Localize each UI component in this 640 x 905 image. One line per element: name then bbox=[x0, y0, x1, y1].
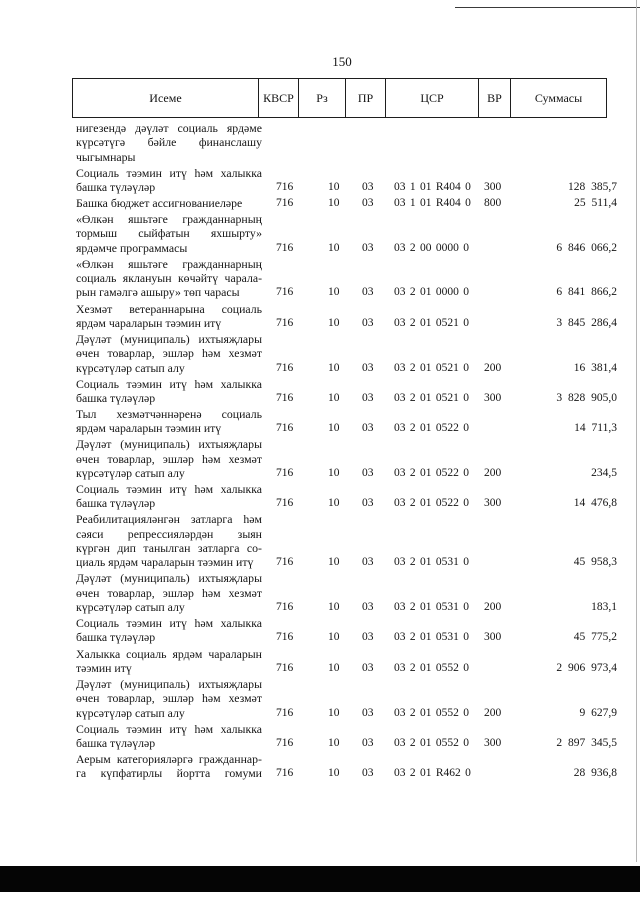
cell-sum: 3 828 905,0 bbox=[556, 391, 617, 404]
cell-kvsr: 716 bbox=[276, 391, 294, 404]
scan-artifact-bar bbox=[0, 866, 640, 892]
table-row bbox=[0, 677, 640, 720]
cell-rz: 10 bbox=[328, 467, 340, 479]
cell-rz: 10 bbox=[328, 661, 340, 674]
name-line: башка түләүләр bbox=[76, 390, 156, 405]
cell-rz: 10 bbox=[328, 391, 340, 404]
cell-rz: 10 bbox=[328, 422, 340, 435]
name-line: күрсәтүгә бәйле финанслашу bbox=[76, 135, 262, 150]
scan-artifact-line bbox=[455, 7, 640, 8]
name-line: циаль ярдәм чараларын тәэмин итү bbox=[76, 555, 254, 570]
cell-rz: 10 bbox=[328, 556, 340, 569]
name-line: Дәүләт (муниципаль) ихтыяҗлары bbox=[76, 437, 262, 452]
cell-csr: 03 2 01 R462 0 bbox=[394, 767, 471, 780]
cell-pr: 03 bbox=[362, 316, 374, 329]
cell-rz: 10 bbox=[328, 316, 340, 329]
cell-csr: 03 2 01 0552 0 bbox=[394, 661, 469, 674]
row-name bbox=[76, 571, 262, 614]
table-header bbox=[72, 78, 607, 118]
name-line: нигезендә дәүләт социаль ярдәме bbox=[76, 121, 262, 135]
row-name bbox=[76, 677, 262, 720]
column-header-vr: ВР bbox=[478, 79, 510, 117]
row-name bbox=[76, 482, 262, 511]
cell-kvsr: 716 bbox=[276, 467, 294, 479]
cell-pr: 03 bbox=[362, 556, 374, 569]
name-line: башка түләүләр bbox=[76, 179, 156, 194]
cell-sum: 14 476,8 bbox=[573, 497, 617, 510]
name-line: Дәүләт (муниципаль) ихтыяҗлары bbox=[76, 571, 262, 586]
cell-kvsr: 716 bbox=[276, 706, 294, 719]
name-line: «Өлкән яшьтәге гражданнарның bbox=[76, 256, 262, 271]
name-line: Социаль тәэмин итү һәм халыкка bbox=[76, 376, 262, 391]
column-header-kvsr: КВСР bbox=[258, 79, 298, 117]
row-name bbox=[76, 212, 262, 255]
cell-sum: 28 936,8 bbox=[573, 767, 617, 780]
cell-csr: 03 2 01 0552 0 bbox=[394, 736, 469, 749]
name-line: чыгымнары bbox=[76, 149, 136, 164]
cell-kvsr: 716 bbox=[276, 316, 294, 329]
name-line: Социаль тәэмин итү һәм халыкка bbox=[76, 165, 262, 180]
name-line: Хезмәт ветераннарына социаль bbox=[76, 301, 262, 316]
table-row bbox=[0, 647, 640, 676]
cell-sum: 45 958,3 bbox=[573, 556, 617, 569]
cell-csr: 03 2 01 0522 0 bbox=[394, 497, 469, 510]
cell-sum: 128 385,7 bbox=[568, 180, 617, 193]
cell-csr: 03 2 01 0521 0 bbox=[394, 361, 469, 374]
table-row bbox=[0, 571, 640, 614]
name-line: өчен товарлар, эшләр һәм хезмәт bbox=[76, 585, 262, 600]
cell-rz: 10 bbox=[328, 706, 340, 719]
cell-kvsr: 716 bbox=[276, 180, 294, 193]
cell-csr: 03 2 01 0552 0 bbox=[394, 706, 469, 719]
table-row bbox=[0, 482, 640, 511]
name-line: Тыл хезмәтчәннәренә социаль bbox=[76, 407, 262, 422]
cell-vr: 300 bbox=[484, 497, 502, 510]
cell-pr: 03 bbox=[362, 497, 374, 510]
name-line: башка түләүләр bbox=[76, 496, 156, 511]
cell-kvsr: 716 bbox=[276, 661, 294, 674]
cell-vr: 800 bbox=[484, 197, 502, 210]
name-line: башка түләүләр bbox=[76, 630, 156, 645]
column-header-sum: Суммасы bbox=[510, 79, 606, 117]
cell-csr: 03 2 01 0522 0 bbox=[394, 467, 469, 479]
cell-rz: 10 bbox=[328, 241, 340, 254]
cell-pr: 03 bbox=[362, 361, 374, 374]
name-line: рын гамәлгә ашыру» төп чарасы bbox=[76, 285, 240, 300]
cell-kvsr: 716 bbox=[276, 241, 294, 254]
name-line: тормыш сыйфатын яхшырту» bbox=[76, 226, 262, 241]
cell-pr: 03 bbox=[362, 661, 374, 674]
cell-pr: 03 bbox=[362, 422, 374, 435]
name-line: өчен товарлар, эшләр һәм хезмәт bbox=[76, 451, 262, 466]
cell-sum: 2 906 973,4 bbox=[556, 661, 617, 674]
cell-rz: 10 bbox=[328, 197, 340, 210]
cell-sum: 3 845 286,4 bbox=[556, 316, 617, 329]
cell-csr: 03 2 01 0522 0 bbox=[394, 422, 469, 435]
cell-sum: 14 711,3 bbox=[574, 422, 617, 435]
cell-rz: 10 bbox=[328, 767, 340, 780]
column-header-csr: ЦСР bbox=[385, 79, 478, 117]
table-row bbox=[0, 212, 640, 255]
row-name bbox=[76, 332, 262, 375]
cell-pr: 03 bbox=[362, 241, 374, 254]
cell-pr: 03 bbox=[362, 197, 374, 210]
cell-kvsr: 716 bbox=[276, 601, 294, 614]
table-row bbox=[0, 407, 640, 436]
name-line: Башка бюджет ассигнованиеләре bbox=[76, 196, 243, 211]
name-line: башка түләүләр bbox=[76, 735, 156, 750]
cell-kvsr: 716 bbox=[276, 497, 294, 510]
name-line: ярдәмче программасы bbox=[76, 240, 188, 255]
name-line: ярдәм чараларын тәэмин итү bbox=[76, 315, 222, 330]
row-name bbox=[76, 257, 262, 300]
cell-sum: 183,1 bbox=[591, 601, 617, 614]
cell-kvsr: 716 bbox=[276, 767, 294, 780]
name-line: ярдәм чараларын тәэмин итү bbox=[76, 421, 222, 436]
cell-vr: 200 bbox=[484, 601, 502, 614]
cell-csr: 03 2 01 0531 0 bbox=[394, 631, 469, 644]
cell-rz: 10 bbox=[328, 736, 340, 749]
cell-csr: 03 2 01 0531 0 bbox=[394, 556, 469, 569]
name-line: күрсәтүләр сатып алу bbox=[76, 360, 185, 375]
table-row bbox=[0, 437, 640, 480]
name-line: күргән дип танылган затларга со- bbox=[76, 541, 262, 556]
cell-kvsr: 716 bbox=[276, 361, 294, 374]
row-name bbox=[76, 752, 262, 781]
cell-csr: 03 2 01 0521 0 bbox=[394, 316, 469, 329]
cell-vr: 300 bbox=[484, 631, 502, 644]
cell-vr: 200 bbox=[484, 361, 502, 374]
name-line: «Өлкән яшьтәге гражданнарның bbox=[76, 212, 262, 227]
cell-vr: 200 bbox=[484, 706, 502, 719]
cell-rz: 10 bbox=[328, 361, 340, 374]
cell-kvsr: 716 bbox=[276, 736, 294, 749]
name-line: Аерым категорияләргә гражданнар- bbox=[76, 752, 262, 767]
name-line: күрсәтүләр сатып алу bbox=[76, 466, 185, 480]
column-header-rz: Рз bbox=[298, 79, 345, 117]
cell-sum: 234,5 bbox=[591, 467, 617, 479]
row-name bbox=[76, 377, 262, 406]
table-row bbox=[0, 722, 640, 751]
table-body bbox=[0, 121, 640, 782]
cell-vr: 300 bbox=[484, 736, 502, 749]
cell-sum: 9 627,9 bbox=[579, 706, 617, 719]
cell-pr: 03 bbox=[362, 391, 374, 404]
cell-sum: 2 897 345,5 bbox=[556, 736, 617, 749]
cell-kvsr: 716 bbox=[276, 556, 294, 569]
table-row bbox=[0, 121, 640, 164]
name-line: Социаль тәэмин итү һәм халыкка bbox=[76, 482, 262, 497]
name-line: Дәүләт (муниципаль) ихтыяҗлары bbox=[76, 331, 262, 346]
cell-sum: 16 381,4 bbox=[573, 361, 617, 374]
cell-csr: 03 1 01 R404 0 bbox=[394, 180, 471, 193]
row-name bbox=[76, 407, 262, 436]
name-line: Халыкка социаль ярдәм чараларын bbox=[76, 646, 262, 661]
cell-sum: 45 775,2 bbox=[573, 631, 617, 644]
cell-pr: 03 bbox=[362, 467, 374, 479]
cell-sum: 25 511,4 bbox=[574, 197, 617, 210]
row-name bbox=[76, 616, 262, 645]
name-line: күрсәтүләр сатып алу bbox=[76, 705, 185, 720]
name-line: тәэмин итү bbox=[76, 660, 132, 675]
cell-kvsr: 716 bbox=[276, 631, 294, 644]
cell-sum: 6 846 066,2 bbox=[556, 241, 617, 254]
cell-csr: 03 2 01 0000 0 bbox=[394, 286, 469, 299]
row-name bbox=[76, 512, 262, 569]
table-row bbox=[0, 332, 640, 375]
cell-csr: 03 2 01 0521 0 bbox=[394, 391, 469, 404]
column-header-name: Исеме bbox=[149, 90, 182, 105]
table-row bbox=[0, 302, 640, 331]
cell-sum: 6 841 866,2 bbox=[556, 286, 617, 299]
name-line: күрсәтүләр сатып алу bbox=[76, 600, 185, 615]
name-line: га күпфатирлы йортта гомуми bbox=[76, 766, 262, 781]
row-name bbox=[76, 647, 262, 676]
table-row bbox=[0, 377, 640, 406]
cell-rz: 10 bbox=[328, 180, 340, 193]
table-row bbox=[0, 257, 640, 300]
cell-pr: 03 bbox=[362, 601, 374, 614]
row-name bbox=[76, 196, 262, 210]
name-line: Реабилитацияләнгән затларга һәм bbox=[76, 512, 262, 527]
row-name bbox=[76, 722, 262, 751]
cell-vr: 200 bbox=[484, 467, 502, 479]
row-name bbox=[76, 302, 262, 331]
cell-vr: 300 bbox=[484, 180, 502, 193]
page-number: 150 bbox=[332, 54, 352, 69]
table-row bbox=[0, 196, 640, 210]
name-line: Социаль тәэмин итү һәм халыкка bbox=[76, 616, 262, 631]
cell-rz: 10 bbox=[328, 631, 340, 644]
row-name bbox=[76, 437, 262, 480]
name-line: өчен товарлар, эшләр һәм хезмәт bbox=[76, 691, 262, 706]
table-row bbox=[0, 616, 640, 645]
name-line: өчен товарлар, эшләр һәм хезмәт bbox=[76, 346, 262, 361]
table-row bbox=[0, 752, 640, 781]
row-name bbox=[76, 121, 262, 164]
table-row bbox=[0, 512, 640, 569]
cell-csr: 03 1 01 R404 0 bbox=[394, 197, 471, 210]
name-line: Дәүләт (муниципаль) ихтыяҗлары bbox=[76, 676, 262, 691]
cell-rz: 10 bbox=[328, 601, 340, 614]
column-header-pr: ПР bbox=[345, 79, 385, 117]
cell-kvsr: 716 bbox=[276, 422, 294, 435]
cell-kvsr: 716 bbox=[276, 197, 294, 210]
name-line: Социаль тәэмин итү һәм халыкка bbox=[76, 721, 262, 736]
cell-pr: 03 bbox=[362, 706, 374, 719]
cell-pr: 03 bbox=[362, 180, 374, 193]
cell-pr: 03 bbox=[362, 736, 374, 749]
name-line: социаль яклануын көчәйтү чарала- bbox=[76, 271, 262, 286]
cell-vr: 300 bbox=[484, 391, 502, 404]
cell-csr: 03 2 00 0000 0 bbox=[394, 241, 469, 254]
cell-csr: 03 2 01 0531 0 bbox=[394, 601, 469, 614]
cell-pr: 03 bbox=[362, 631, 374, 644]
cell-rz: 10 bbox=[328, 497, 340, 510]
table-row bbox=[0, 166, 640, 195]
cell-rz: 10 bbox=[328, 286, 340, 299]
name-line: сәяси репрессияләрдән зыян bbox=[76, 526, 262, 541]
cell-kvsr: 716 bbox=[276, 286, 294, 299]
cell-pr: 03 bbox=[362, 286, 374, 299]
row-name bbox=[76, 166, 262, 195]
cell-pr: 03 bbox=[362, 767, 374, 780]
